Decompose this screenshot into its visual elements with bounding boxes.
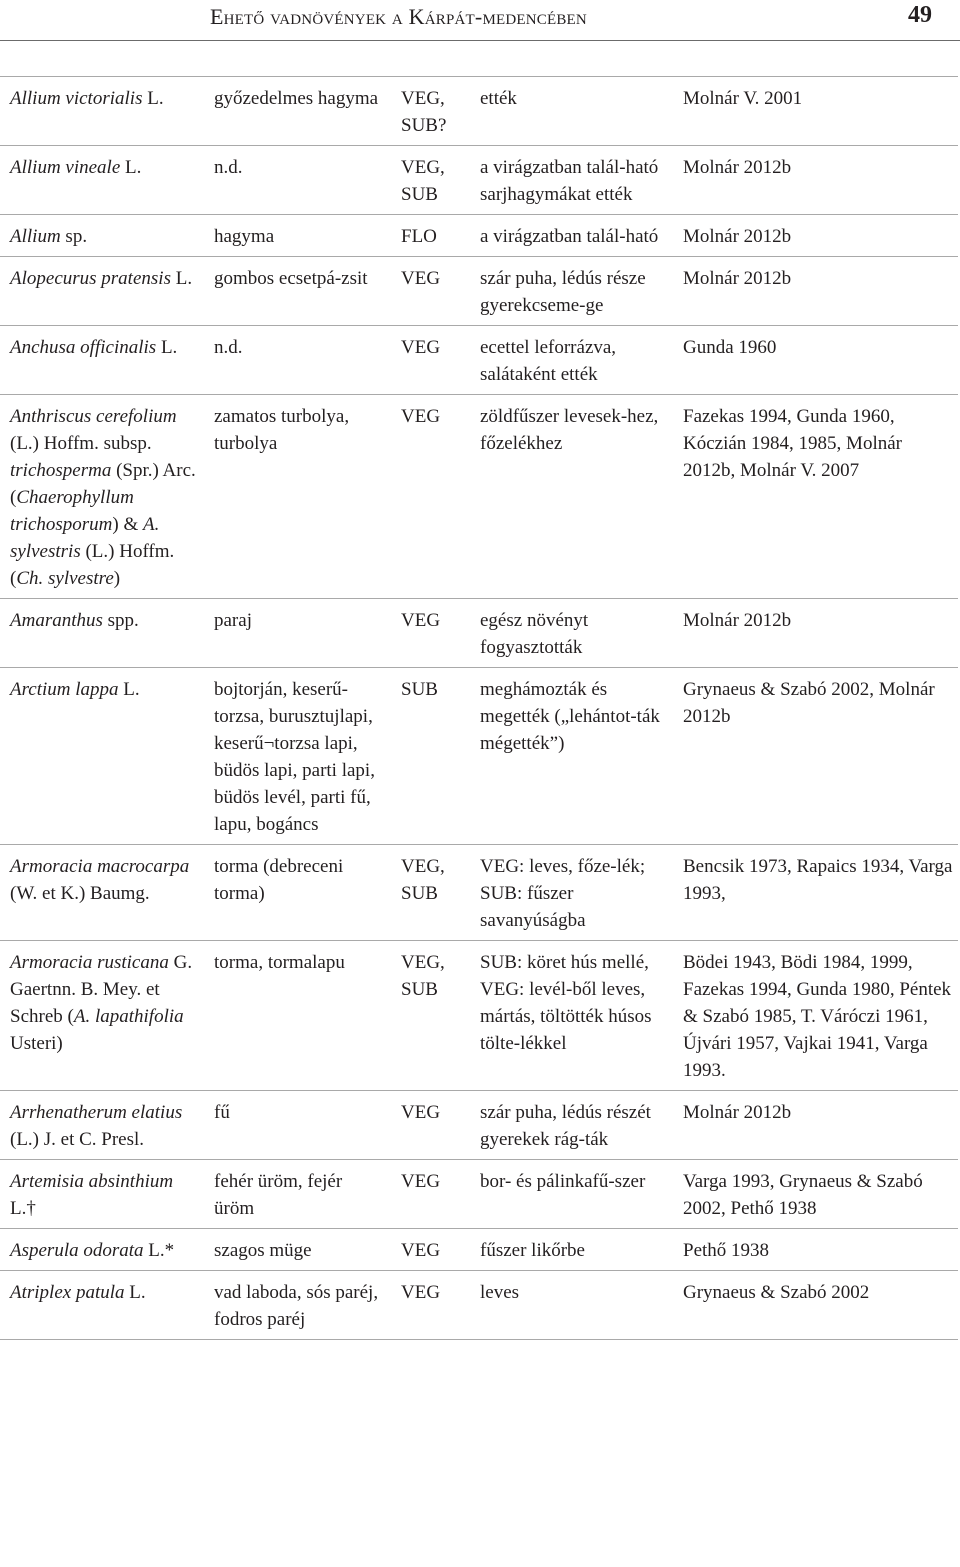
species-name-cell: [0, 599, 204, 668]
species-name-part: A. lapathifolia: [73, 1006, 184, 1027]
common-name-cell: n.d.: [204, 146, 391, 215]
usage-description-cell: meghámozták és megették („lehántot-ták mégették”): [470, 668, 673, 845]
table-row: [0, 77, 958, 146]
use-type-cell: VEG: [391, 599, 470, 668]
reference-cell: Grynaeus & Szabó 2002, Molnár 2012b: [673, 668, 958, 845]
page-number: 49: [908, 2, 932, 28]
reference-cell: Bödei 1943, Bödi 1984, 1999, Fazekas 1994, Gunda 1980, Péntek & Szabó 1985, T. Váróczi 1961, Újvári 1957, Vajkai 1941, Varga 1993.: [673, 941, 958, 1091]
species-name-part: (L.) Hoffm. subsp.: [10, 433, 152, 454]
title-part: K: [408, 4, 425, 29]
species-name-part: Anchusa officinalis: [10, 337, 157, 358]
species-name-part: Armoracia macrocarpa: [10, 856, 190, 877]
usage-description-cell: bor- és pálinkafű-szer: [470, 1160, 673, 1229]
reference-cell: Molnár 2012b: [673, 1091, 958, 1160]
use-type-cell: FLO: [391, 215, 470, 257]
use-type-cell: VEG: [391, 1229, 470, 1271]
common-name-cell: gombos ecsetpá-zsit: [204, 257, 391, 326]
usage-description-cell: szár puha, lédús része gyerekcseme-ge: [470, 257, 673, 326]
common-name-cell: n.d.: [204, 326, 391, 395]
usage-description-cell: a virágzatban talál-ható sarjhagymákat ették: [470, 146, 673, 215]
usage-description-cell: a virágzatban talál-ható: [470, 215, 673, 257]
usage-description-cell: fűszer likőrbe: [470, 1229, 673, 1271]
species-name-part: Allium vineale: [10, 157, 121, 178]
title-part: árpát-medencében: [424, 4, 587, 29]
species-name-cell: [0, 77, 204, 146]
species-name-part: Allium: [10, 226, 61, 247]
plant-table: [0, 76, 958, 1340]
species-name-cell: [0, 1229, 204, 1271]
reference-cell: Molnár 2012b: [673, 257, 958, 326]
common-name-cell: vad laboda, sós paréj, fodros paréj: [204, 1271, 391, 1340]
species-name-cell: [0, 395, 204, 599]
species-name-part: ) &: [112, 514, 144, 535]
species-name-part: (L.) J. et C. Presl.: [10, 1129, 145, 1150]
usage-description-cell: szár puha, lédús részét gyerekek rág-ták: [470, 1091, 673, 1160]
usage-description-cell: VEG: leves, főze-lék; SUB: fűszer savanyúságba: [470, 845, 673, 941]
species-name-part: L.: [156, 337, 178, 358]
species-name-part: Allium victorialis: [10, 88, 143, 109]
species-name-cell: [0, 1271, 204, 1340]
use-type-cell: SUB: [391, 668, 470, 845]
use-type-cell: VEG: [391, 1271, 470, 1340]
common-name-cell: bojtorján, keserű-torzsa, burusztujlapi, keserű¬torzsa lapi, büdös lapi, parti lapi, büdös levél, parti fű, lapu, bogáncs: [204, 668, 391, 845]
table-row: [0, 395, 958, 599]
usage-description-cell: SUB: köret hús mellé, VEG: levél-ből leves, mártás, töltötték húsos tölte-lékkel: [470, 941, 673, 1091]
common-name-cell: zamatos turbolya, turbolya: [204, 395, 391, 599]
species-name-cell: [0, 1160, 204, 1229]
species-name-part: Amaranthus: [10, 610, 103, 631]
species-name-part: Usteri): [10, 1033, 63, 1054]
species-name-part: (W. et K.) Baumg.: [10, 883, 150, 904]
species-name-part: spp.: [102, 610, 139, 631]
reference-cell: Fazekas 1994, Gunda 1960, Kóczián 1984, 1985, Molnár 2012b, Molnár V. 2007: [673, 395, 958, 599]
species-name-part: ): [113, 568, 121, 589]
reference-cell: Varga 1993, Grynaeus & Szabó 2002, Pethő 1938: [673, 1160, 958, 1229]
reference-cell: Molnár 2012b: [673, 599, 958, 668]
use-type-cell: VEG, SUB: [391, 941, 470, 1091]
species-name-part: Alopecurus pratensis: [10, 268, 171, 289]
title-part: E: [210, 4, 224, 29]
species-name-part: L.*: [143, 1240, 175, 1261]
species-name-cell: [0, 326, 204, 395]
species-name-part: (L.) Hoffm. (: [10, 541, 175, 589]
reference-cell: Molnár 2012b: [673, 146, 958, 215]
species-name-part: Ch. sylvestre: [16, 568, 114, 589]
use-type-cell: VEG, SUB: [391, 146, 470, 215]
plant-table-body: [0, 77, 958, 1340]
use-type-cell: VEG: [391, 1091, 470, 1160]
species-name-part: sp.: [60, 226, 88, 247]
use-type-cell: VEG: [391, 1160, 470, 1229]
species-name-part: L.: [118, 679, 140, 700]
table-row: [0, 257, 958, 326]
table-row: [0, 146, 958, 215]
header-divider: [0, 40, 960, 41]
species-name-part: trichosperma: [10, 460, 112, 481]
table-row: [0, 845, 958, 941]
use-type-cell: VEG, SUB?: [391, 77, 470, 146]
table-row: [0, 326, 958, 395]
table-row: [0, 215, 958, 257]
species-name-part: G. Gaertnn. B. Mey. et Schreb (: [10, 952, 193, 1027]
species-name-part: L.: [170, 268, 193, 289]
common-name-cell: torma, tormalapu: [204, 941, 391, 1091]
table-row: [0, 668, 958, 845]
species-name-part: A. sylvestris: [10, 514, 160, 562]
running-title: [210, 4, 587, 30]
common-name-cell: fehér üröm, fejér üröm: [204, 1160, 391, 1229]
species-name-cell: [0, 941, 204, 1091]
table-row: [0, 941, 958, 1091]
table-row: [0, 1229, 958, 1271]
usage-description-cell: egész növényt fogyasztották: [470, 599, 673, 668]
title-part: hető vadnövények a: [223, 4, 409, 29]
table-row: [0, 1160, 958, 1229]
species-name-part: (Spr.) Arc. (: [10, 460, 196, 508]
species-name-part: L.: [120, 157, 142, 178]
use-type-cell: VEG, SUB: [391, 845, 470, 941]
species-name-cell: [0, 215, 204, 257]
species-name-part: Chaerophyllum trichosporum: [10, 487, 134, 535]
species-name-cell: [0, 146, 204, 215]
species-name-part: Arrhenatherum elatius: [10, 1102, 183, 1123]
use-type-cell: VEG: [391, 257, 470, 326]
usage-description-cell: zöldfűszer levesek-hez, főzelékhez: [470, 395, 673, 599]
table-row: [0, 599, 958, 668]
species-name-cell: [0, 845, 204, 941]
common-name-cell: paraj: [204, 599, 391, 668]
species-name-part: Anthriscus cerefolium: [10, 406, 177, 427]
table-row: [0, 1091, 958, 1160]
usage-description-cell: ecettel leforrázva, salátaként ették: [470, 326, 673, 395]
reference-cell: Pethő 1938: [673, 1229, 958, 1271]
reference-cell: Molnár 2012b: [673, 215, 958, 257]
species-name-cell: [0, 257, 204, 326]
use-type-cell: VEG: [391, 326, 470, 395]
species-name-part: Artemisia absinthium: [10, 1171, 174, 1192]
species-name-part: Armoracia rusticana: [10, 952, 169, 973]
usage-description-cell: ették: [470, 77, 673, 146]
species-name-part: L.: [142, 88, 164, 109]
usage-description-cell: leves: [470, 1271, 673, 1340]
reference-cell: Molnár V. 2001: [673, 77, 958, 146]
species-name-part: L.: [124, 1282, 146, 1303]
species-name-part: Asperula odorata: [10, 1240, 144, 1261]
reference-cell: Bencsik 1973, Rapaics 1934, Varga 1993,: [673, 845, 958, 941]
reference-cell: Gunda 1960: [673, 326, 958, 395]
common-name-cell: fű: [204, 1091, 391, 1160]
species-name-part: Arctium lappa: [10, 679, 119, 700]
species-name-part: L.†: [10, 1198, 36, 1219]
common-name-cell: torma (debreceni torma): [204, 845, 391, 941]
common-name-cell: szagos müge: [204, 1229, 391, 1271]
species-name-cell: [0, 668, 204, 845]
common-name-cell: hagyma: [204, 215, 391, 257]
reference-cell: Grynaeus & Szabó 2002: [673, 1271, 958, 1340]
species-name-cell: [0, 1091, 204, 1160]
table-row: [0, 1271, 958, 1340]
species-name-part: Atriplex patula: [10, 1282, 125, 1303]
page-header: [0, 0, 960, 40]
common-name-cell: győzedelmes hagyma: [204, 77, 391, 146]
use-type-cell: VEG: [391, 395, 470, 599]
